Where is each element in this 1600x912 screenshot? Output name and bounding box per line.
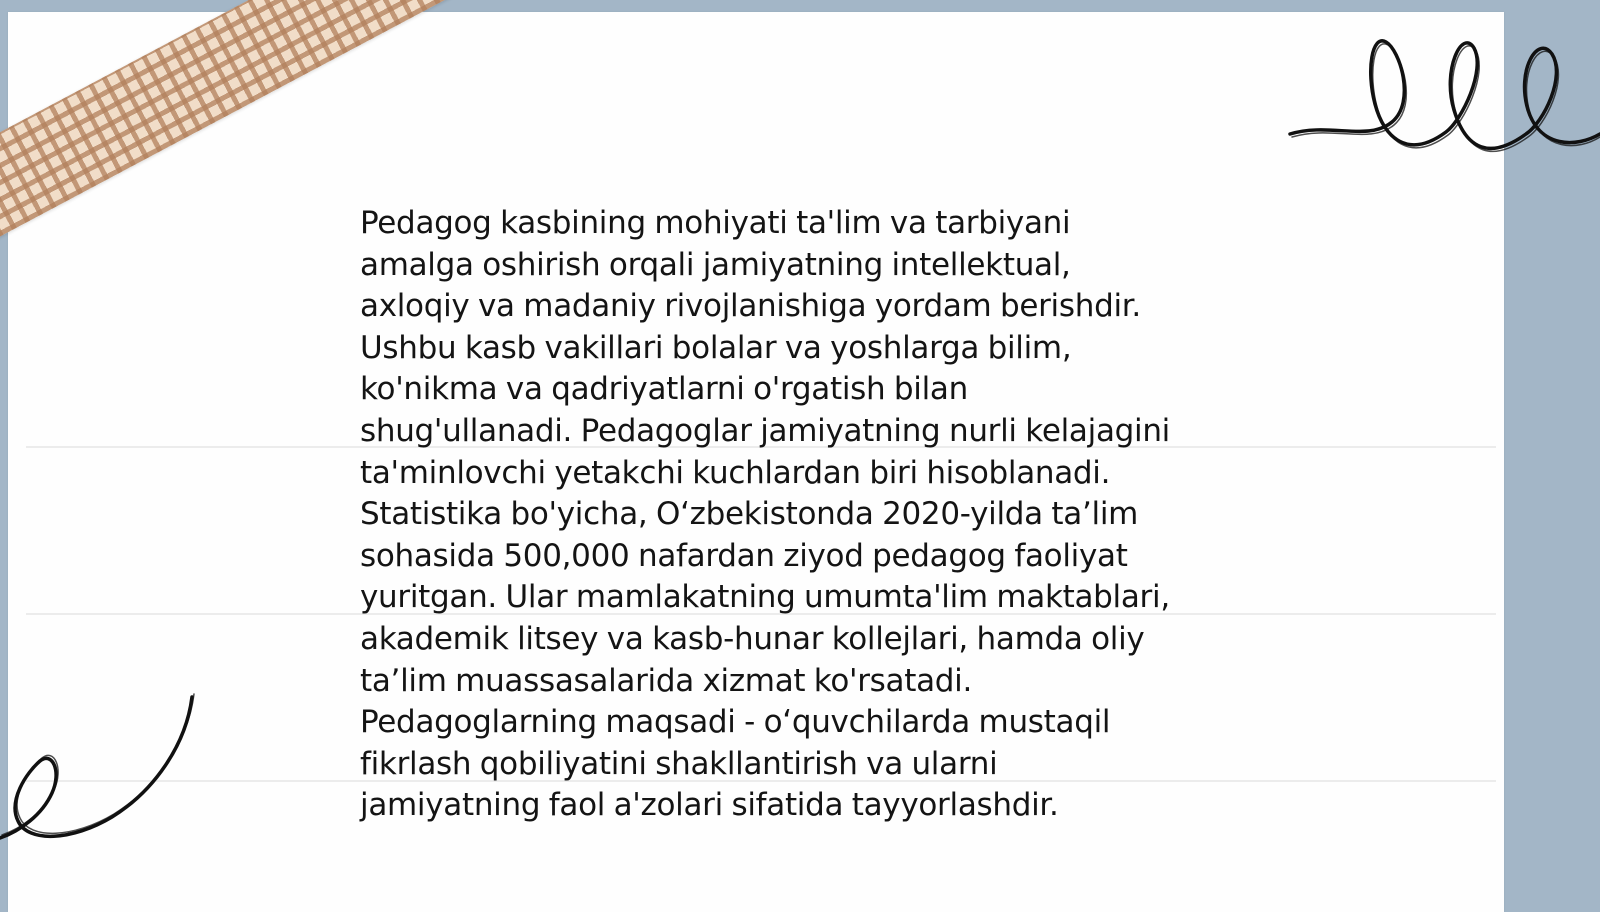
body-paragraph: Pedagog kasbining mohiyati ta'lim va tarbiyani amalga oshirish orqali jamiyatning intellektual, axloqiy va madaniy rivojlanishiga yordam berishdir. Ushbu kasb vakillari bolalar va yoshlarga bilim, ko'nikma va qadriyatlarni o'rgatish bilan shug'ullanadi. Pedagoglar jamiyatning nurli kelajagini ta'minlovchi yetakchi kuchlardan biri hisoblanadi. Statistika bo'yicha, O‘zbekistonda 2020-yilda ta’lim sohasida 500,000 nafardan ziyod pedagog faoliyat yuritgan. Ular mamlakatning umumta'lim maktablari, akademik litsey va kasb-hunar kollejlari, hamda oliy ta’lim muassasalarida xizmat ko'rsatadi. Pedagoglarning maqsadi - o‘quvchilarda mustaqil fikrlash qobiliyatini shakllantirish va ularni jamiyatning faol a'zolari sifatida tayyorlashdir. xyxy=(360,205,1170,824)
swirl-tick-doodle xyxy=(0,695,200,855)
loop-squiggle-doodle xyxy=(1290,30,1600,170)
